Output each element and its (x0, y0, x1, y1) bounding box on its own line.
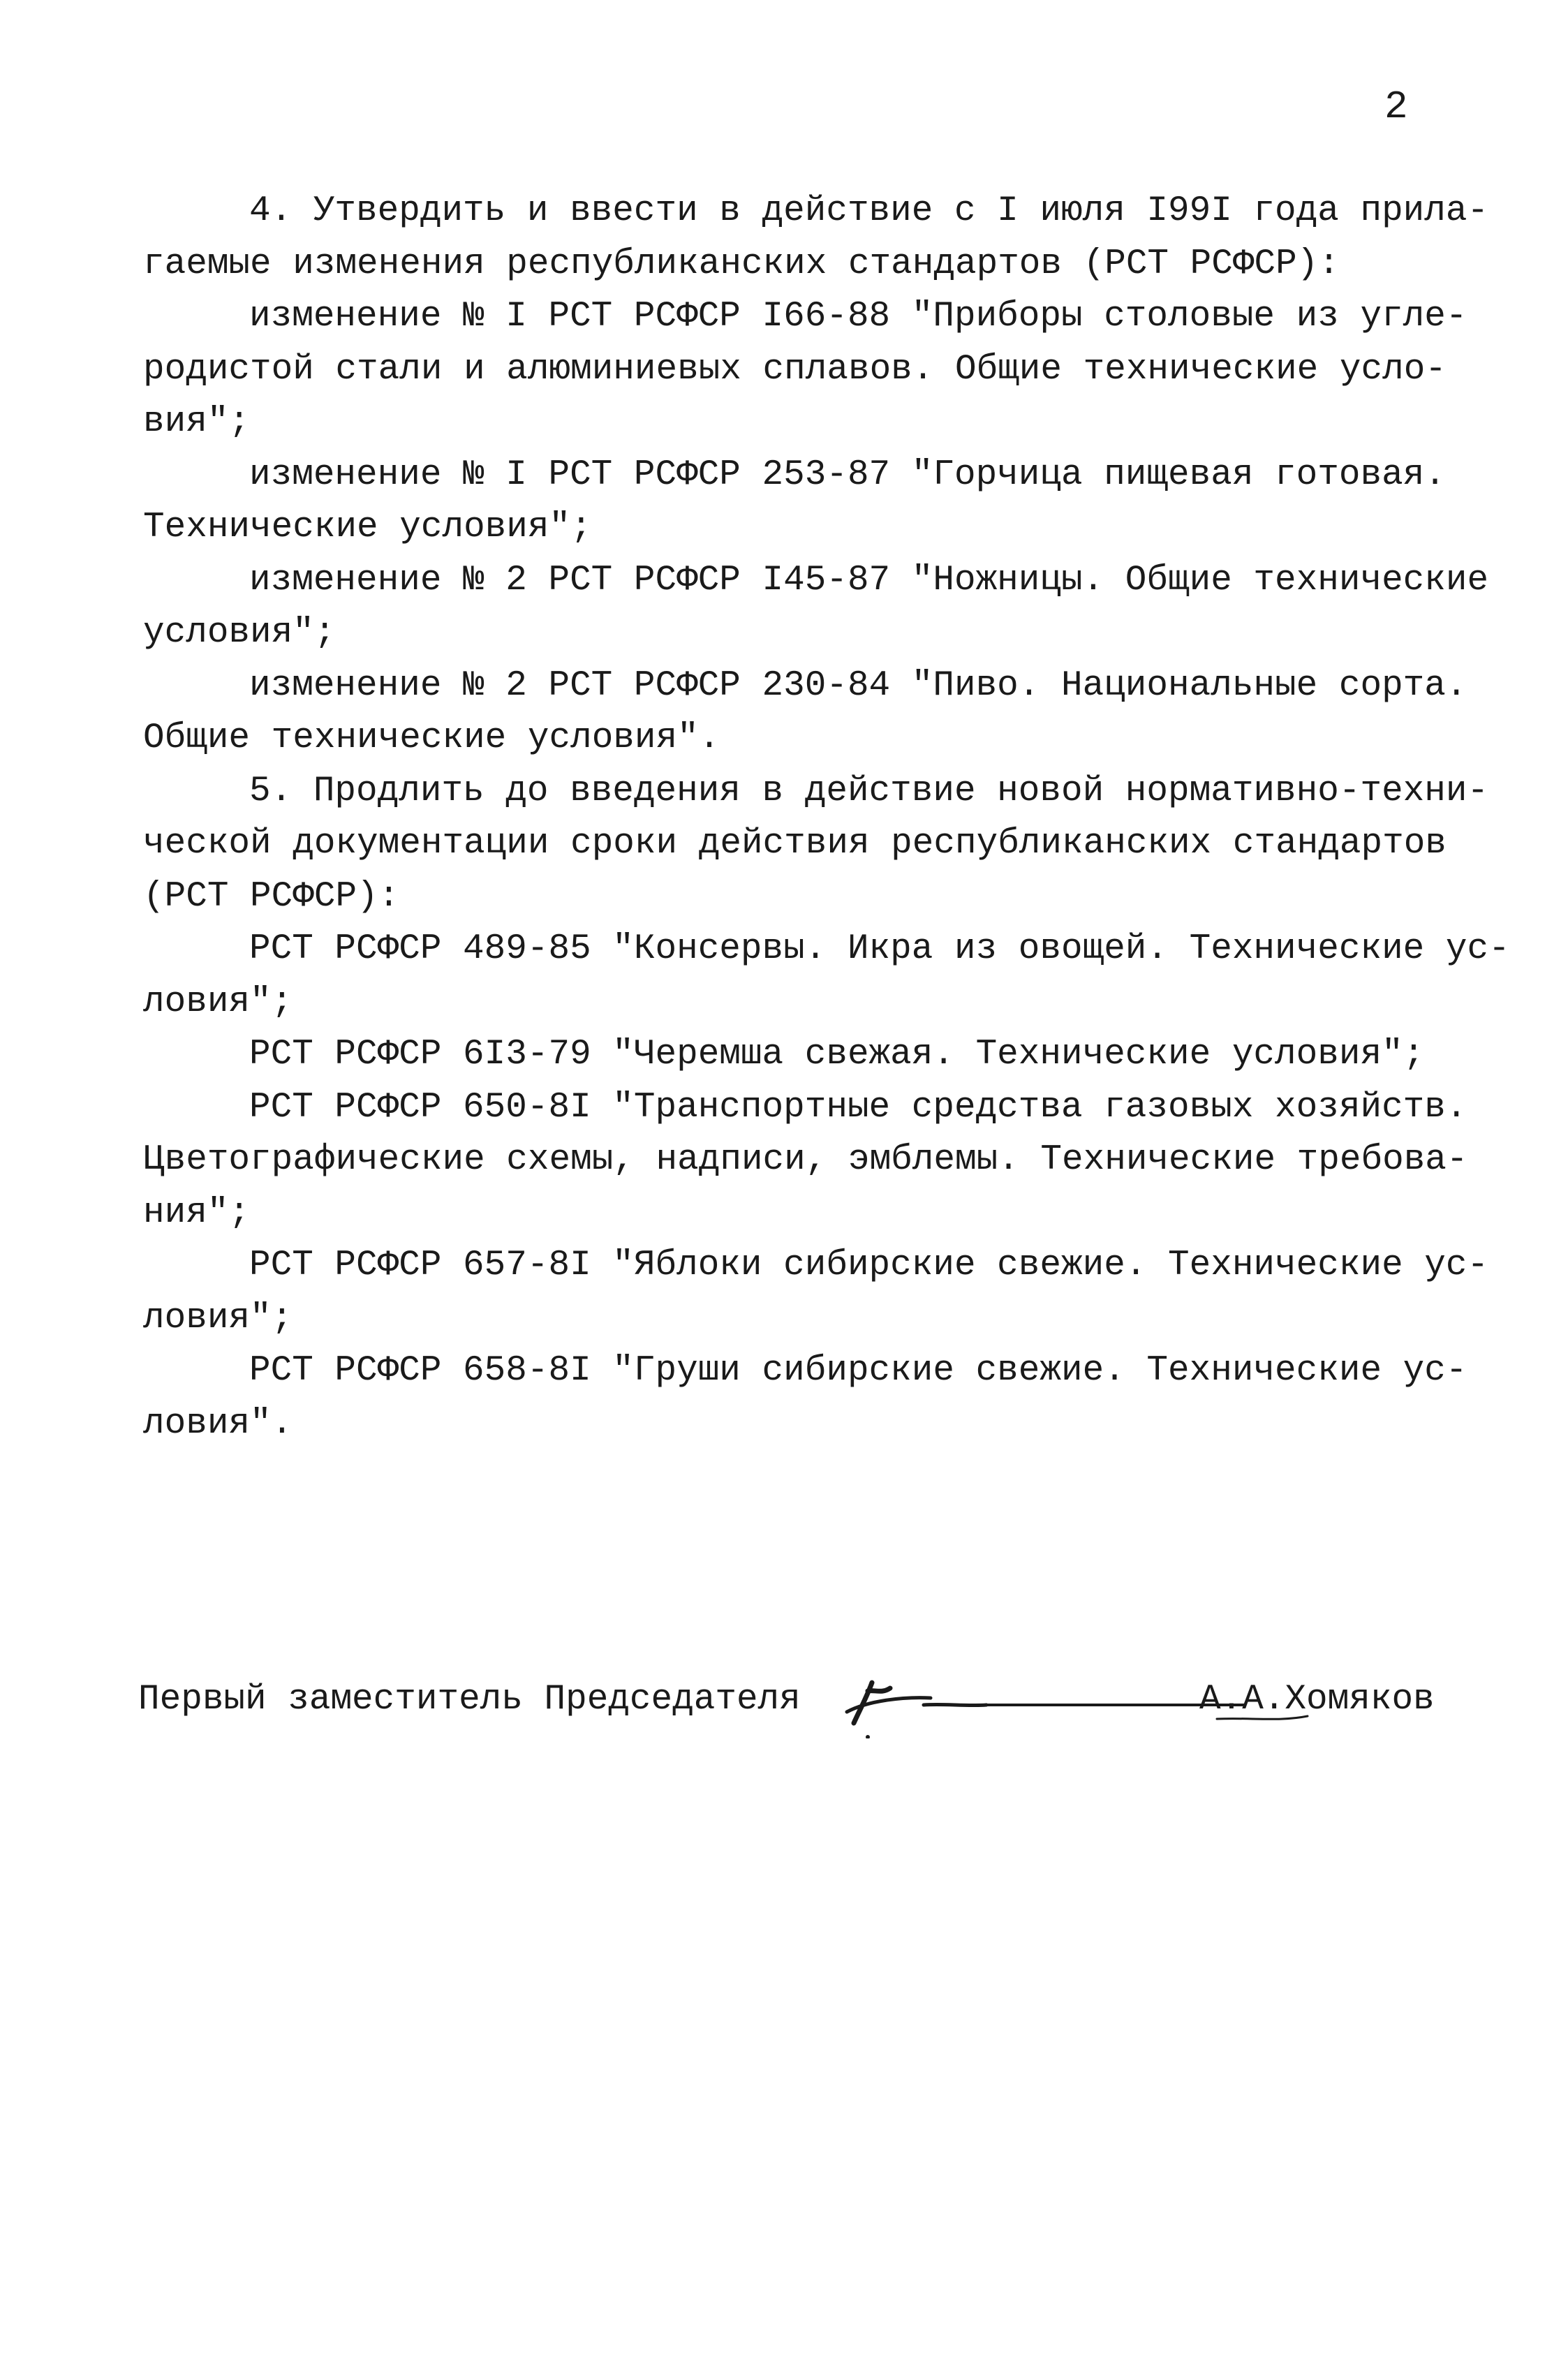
document-body (143, 185, 1510, 1450)
text-line: РСТ РСФСР 650-8I "Транспортные средства газовых хозяйств. (249, 1087, 1467, 1128)
text-line: Технические условия"; (143, 508, 592, 547)
text-line: родистой стали и алюминиевых сплавов. Общие технические усло- (143, 349, 1447, 390)
text-line: 4. Утвердить и ввести в действие с I июля I99I года прила- (249, 191, 1489, 231)
text-line: изменение № 2 РСТ РСФСР 230-84 "Пиво. Национальные сорта. (249, 665, 1467, 706)
text-line: Общие технические условия". (143, 718, 720, 758)
text-line: ловия"; (143, 1298, 293, 1338)
text-line: Цветографические схемы, надписи, эмблемы. Технические требова- (143, 1140, 1468, 1180)
text-line: условия"; (143, 613, 336, 653)
text-line: РСТ РСФСР 658-8I "Груши сибирские свежие. Технические ус- (249, 1351, 1467, 1391)
text-line: РСТ РСФСР 6I3-79 "Черемша свежая. Технические условия"; (249, 1035, 1425, 1074)
text-line: ния"; (143, 1192, 251, 1233)
text-line: РСТ РСФСР 489-85 "Консервы. Икра из овощей. Технические ус- (249, 929, 1510, 969)
text-line: гаемые изменения республиканских стандартов (РСТ РСФСР): (143, 244, 1340, 284)
text-line: 5. Продлить до введения в действие новой нормативно-техни- (249, 771, 1489, 811)
text-line: ловия"; (143, 982, 293, 1022)
text-line: РСТ РСФСР 657-8I "Яблоки сибирские свежие. Технические ус- (249, 1246, 1489, 1285)
text-line: изменение № I РСТ РСФСР I66-88 "Приборы столовые из угле- (249, 297, 1467, 337)
text-line: (РСТ РСФСР): (143, 876, 400, 917)
text-line: ческой документации сроки действия республиканских стандартов (143, 824, 1447, 864)
signature-block (138, 1655, 1465, 1738)
text-line: изменение № I РСТ РСФСР 253-87 "Горчица пищевая готовая. (249, 455, 1446, 495)
text-line: ловия". (143, 1403, 293, 1444)
page-number: 2 (1384, 84, 1408, 129)
signatory-title: Первый заместитель Председателя (138, 1680, 801, 1720)
text-line: изменение № 2 РСТ РСФСР I45-87 "Ножницы. Общие технические (249, 560, 1489, 600)
text-line: вия"; (143, 402, 251, 442)
signatory-name: А.А.Хомяков (1199, 1680, 1435, 1720)
